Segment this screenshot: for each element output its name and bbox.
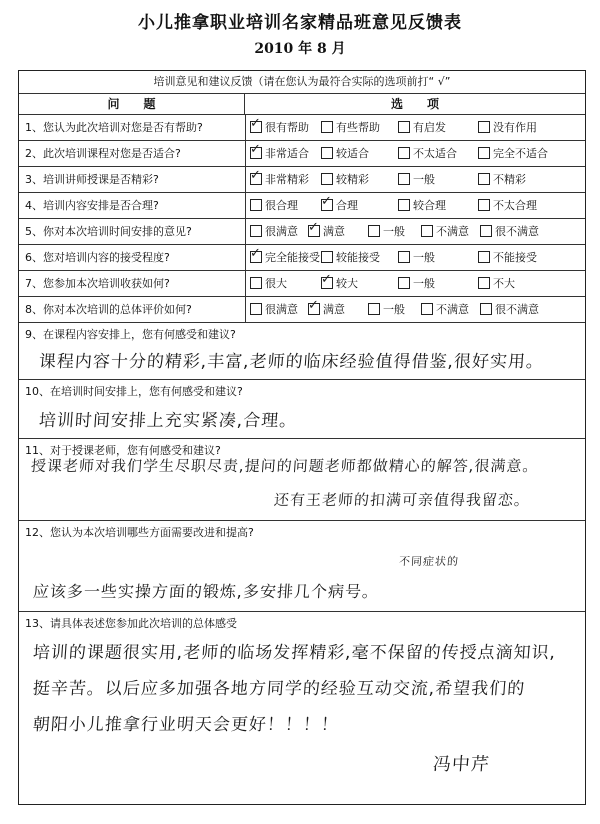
option[interactable] xyxy=(480,224,539,239)
option[interactable] xyxy=(480,302,539,317)
option-label: 较合理 xyxy=(413,199,446,212)
checkbox[interactable] xyxy=(478,277,490,289)
option-label: 一般 xyxy=(413,173,435,186)
option-label: 非常适合 xyxy=(265,147,309,160)
checkbox[interactable] xyxy=(250,277,262,289)
open-question-section xyxy=(19,439,585,521)
form-date: 2010 年 8 月 xyxy=(254,41,346,57)
option-label: 不能接受 xyxy=(493,251,537,264)
checkbox[interactable] xyxy=(250,121,262,133)
checkbox[interactable] xyxy=(321,277,333,289)
question-text: 1、您认为此次培训对您是否有帮助? xyxy=(25,121,203,134)
checkbox[interactable] xyxy=(421,225,433,237)
checkbox[interactable] xyxy=(398,251,410,263)
option[interactable] xyxy=(250,146,309,161)
option[interactable] xyxy=(478,146,548,161)
option-label: 合理 xyxy=(336,199,358,212)
option[interactable] xyxy=(398,276,435,291)
option-label: 很满意 xyxy=(265,303,298,316)
checkbox[interactable] xyxy=(421,303,433,315)
option-label: 有些帮助 xyxy=(336,121,380,134)
handwritten-answer: 不同症状的 xyxy=(398,555,460,568)
option-label: 一般 xyxy=(413,277,435,290)
handwritten-answer: 授课老师对我们学生尽职尽责,提问的问题老师都做精心的解答,很满意。 xyxy=(30,457,540,475)
option[interactable] xyxy=(478,172,526,187)
checkbox[interactable] xyxy=(250,225,262,237)
option[interactable] xyxy=(478,276,515,291)
question-header: 问 题 xyxy=(19,94,245,114)
open-question-section xyxy=(19,612,585,802)
option-label: 较精彩 xyxy=(336,173,369,186)
checkbox[interactable] xyxy=(478,251,490,263)
form-title: 小儿推拿职业培训名家精品班意见反馈表 xyxy=(138,13,462,33)
option[interactable] xyxy=(398,146,457,161)
option-group xyxy=(245,297,585,322)
question-row xyxy=(19,141,585,167)
option[interactable] xyxy=(421,302,469,317)
option-label: 不太适合 xyxy=(413,147,457,160)
question-row xyxy=(19,167,585,193)
checkbox[interactable] xyxy=(250,173,262,185)
checkbox[interactable] xyxy=(478,147,490,159)
option-group xyxy=(245,141,585,166)
option-label: 很合理 xyxy=(265,199,298,212)
checkbox[interactable] xyxy=(368,303,380,315)
question-row xyxy=(19,115,585,141)
open-question-text: 12、您认为本次培训哪些方面需要改进和提高? xyxy=(25,526,254,539)
option-group xyxy=(245,167,585,192)
option-label: 满意 xyxy=(323,225,345,238)
question-row xyxy=(19,271,585,297)
handwritten-answer: 还有王老师的扣满可亲值得我留恋。 xyxy=(273,491,531,509)
option[interactable] xyxy=(421,224,469,239)
option[interactable] xyxy=(321,146,369,161)
option[interactable] xyxy=(250,250,320,265)
question-row xyxy=(19,297,585,323)
option[interactable] xyxy=(398,172,435,187)
option[interactable] xyxy=(321,250,380,265)
option[interactable] xyxy=(478,120,537,135)
option-group xyxy=(245,245,585,270)
option-label: 较大 xyxy=(336,277,358,290)
open-question-text: 10、在培训时间安排上，您有何感受和建议? xyxy=(25,385,243,398)
option-label: 完全不适合 xyxy=(493,147,548,160)
option-label: 不太合理 xyxy=(493,199,537,212)
handwritten-answer: 培训时间安排上充实紧凑,合理。 xyxy=(38,411,298,431)
handwritten-answer: 应该多一些实操方面的锻炼,多安排几个病号。 xyxy=(32,582,380,601)
question-row xyxy=(19,219,585,245)
checkbox[interactable] xyxy=(368,225,380,237)
option-group xyxy=(245,219,585,244)
option-label: 很不满意 xyxy=(495,225,539,238)
options-header: 选 项 xyxy=(390,97,439,111)
handwritten-answer: 课程内容十分的精彩,丰富,老师的临床经验值得借鉴,很好实用。 xyxy=(38,352,545,372)
table-header xyxy=(19,94,585,115)
checkbox[interactable] xyxy=(321,199,333,211)
option[interactable] xyxy=(398,250,435,265)
option-label: 不满意 xyxy=(436,303,469,316)
option-label: 非常精彩 xyxy=(265,173,309,186)
option[interactable] xyxy=(250,198,298,213)
option[interactable] xyxy=(250,224,298,239)
option[interactable] xyxy=(250,276,287,291)
option[interactable] xyxy=(250,120,309,135)
option[interactable] xyxy=(478,198,537,213)
option[interactable] xyxy=(478,250,537,265)
option[interactable] xyxy=(368,302,405,317)
checkbox[interactable] xyxy=(398,147,410,159)
option-group xyxy=(245,115,585,140)
instructions: 培训意见和建议反馈（请在您认为最符合实际的选项前打“ √” xyxy=(19,71,585,94)
option-label: 较能接受 xyxy=(336,251,380,264)
signature: 冯中芹 xyxy=(432,754,491,775)
checkbox[interactable] xyxy=(398,199,410,211)
option[interactable] xyxy=(308,224,345,239)
open-question-text: 13、请具体表述您参加此次培训的总体感受 xyxy=(25,617,237,630)
option-label: 没有作用 xyxy=(493,121,537,134)
checkbox[interactable] xyxy=(321,121,333,133)
option[interactable] xyxy=(321,172,369,187)
checkbox[interactable] xyxy=(478,199,490,211)
question-text: 4、培训内容安排是否合理? xyxy=(25,199,159,212)
checkbox[interactable] xyxy=(250,199,262,211)
checkbox[interactable] xyxy=(250,147,262,159)
option[interactable] xyxy=(250,172,309,187)
checkbox[interactable] xyxy=(250,251,262,263)
checkbox[interactable] xyxy=(398,173,410,185)
open-question-section xyxy=(19,380,585,439)
option-label: 不满意 xyxy=(436,225,469,238)
question-text: 3、培训讲师授课是否精彩? xyxy=(25,173,159,186)
checkbox[interactable] xyxy=(398,121,410,133)
option[interactable] xyxy=(321,276,358,291)
checkbox[interactable] xyxy=(308,225,320,237)
checkbox[interactable] xyxy=(321,173,333,185)
open-question-text: 11、对于授课老师，您有何感受和建议? xyxy=(25,444,221,457)
option-group xyxy=(245,193,585,218)
checkbox[interactable] xyxy=(321,251,333,263)
option-label: 有启发 xyxy=(413,121,446,134)
rating-rows xyxy=(19,115,585,323)
open-question-text: 9、在课程内容安排上，您有何感受和建议? xyxy=(25,328,236,341)
option-label: 不大 xyxy=(493,277,515,290)
question-text: 5、你对本次培训时间安排的意见? xyxy=(25,225,192,238)
option-label: 很有帮助 xyxy=(265,121,309,134)
checkbox[interactable] xyxy=(478,121,490,133)
option-label: 满意 xyxy=(323,303,345,316)
checkbox[interactable] xyxy=(398,277,410,289)
option[interactable] xyxy=(321,120,380,135)
handwritten-answer: 挺辛苦。以后应多加强各地方同学的经验互动交流,希望我们的 xyxy=(32,679,526,699)
checkbox[interactable] xyxy=(478,173,490,185)
open-questions xyxy=(19,323,585,802)
question-row xyxy=(19,245,585,271)
open-question-section xyxy=(19,323,585,380)
option[interactable] xyxy=(250,302,298,317)
option-label: 不精彩 xyxy=(493,173,526,186)
question-text: 2、此次培训课程对您是否适合? xyxy=(25,147,181,160)
option-label: 一般 xyxy=(383,225,405,238)
checkbox[interactable] xyxy=(321,147,333,159)
option-label: 一般 xyxy=(413,251,435,264)
checkbox[interactable] xyxy=(308,303,320,315)
open-question-section xyxy=(19,521,585,612)
option[interactable] xyxy=(368,224,405,239)
question-row xyxy=(19,193,585,219)
option[interactable] xyxy=(308,302,345,317)
feedback-form xyxy=(18,70,586,805)
option-group xyxy=(245,271,585,296)
handwritten-answer: 朝阳小儿推拿行业明天会更好！！！！ xyxy=(32,715,340,735)
checkbox[interactable] xyxy=(250,303,262,315)
option-label: 较适合 xyxy=(336,147,369,160)
checkbox[interactable] xyxy=(480,225,492,237)
option-label: 很满意 xyxy=(265,225,298,238)
option[interactable] xyxy=(398,120,446,135)
question-text: 7、您参加本次培训收获如何? xyxy=(25,277,170,290)
option[interactable] xyxy=(398,198,446,213)
option-label: 很不满意 xyxy=(495,303,539,316)
question-text: 6、您对培训内容的接受程度? xyxy=(25,251,170,264)
handwritten-answer: 培训的课题很实用,老师的临场发挥精彩,毫不保留的传授点滴知识, xyxy=(32,643,557,663)
option-label: 一般 xyxy=(383,303,405,316)
option-label: 很大 xyxy=(265,277,287,290)
option-label: 完全能接受 xyxy=(265,251,320,264)
question-text: 8、你对本次培训的总体评价如何? xyxy=(25,303,192,316)
checkbox[interactable] xyxy=(480,303,492,315)
option[interactable] xyxy=(321,198,358,213)
